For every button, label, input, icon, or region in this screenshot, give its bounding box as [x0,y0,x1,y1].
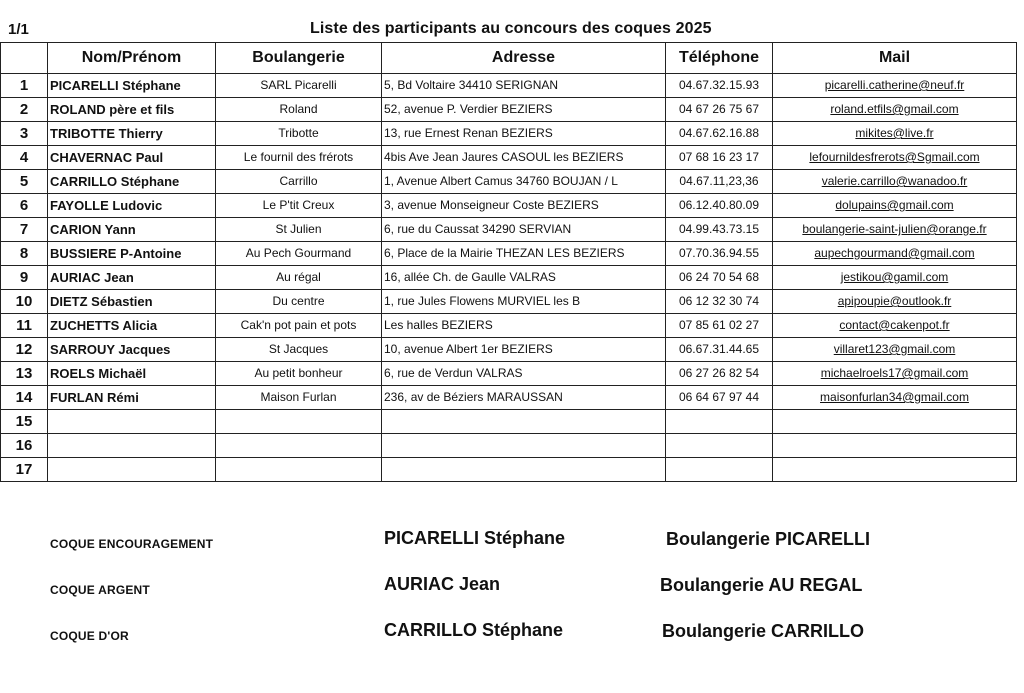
table-row [1,194,1017,218]
phone-cell: 06 24 70 54 68 [666,266,773,290]
row-number: 9 [1,266,48,290]
row-number: 7 [1,218,48,242]
mail-cell: apipoupie@outlook.fr [773,290,1017,314]
phone-cell [666,458,773,482]
table-row [1,362,1017,386]
row-number: 2 [1,98,48,122]
phone-cell: 07.70.36.94.55 [666,242,773,266]
phone-cell: 04.67.62.16.88 [666,122,773,146]
bakery-name: Roland [216,98,382,122]
address-cell: Les halles BEZIERS [382,314,666,338]
participant-name: CHAVERNAC Paul [48,146,216,170]
bakery-name [216,410,382,434]
document-title: Liste des participants au concours des coques 2025 [310,20,712,37]
participant-name [48,410,216,434]
column-header-mail: Mail [773,43,1017,74]
phone-cell: 04.67.11,23,36 [666,170,773,194]
column-header-name: Nom/Prénom [48,43,216,74]
participant-name: ROLAND père et fils [48,98,216,122]
mail-cell: valerie.carrillo@wanadoo.fr [773,170,1017,194]
address-cell [382,458,666,482]
participant-name: FAYOLLE Ludovic [48,194,216,218]
row-number: 5 [1,170,48,194]
mail-cell: lefournildesfrerots@Sgmail.com [773,146,1017,170]
mail-cell: jestikou@gamil.com [773,266,1017,290]
address-cell: 236, av de Béziers MARAUSSAN [382,386,666,410]
phone-cell: 06.67.31.44.65 [666,338,773,362]
mail-cell: contact@cakenpot.fr [773,314,1017,338]
table-row [1,170,1017,194]
address-cell: 16, allée Ch. de Gaulle VALRAS [382,266,666,290]
address-cell: 13, rue Ernest Renan BEZIERS [382,122,666,146]
phone-cell: 06.12.40.80.09 [666,194,773,218]
row-number: 14 [1,386,48,410]
participant-name: ROELS Michaël [48,362,216,386]
participant-name: ZUCHETTS Alicia [48,314,216,338]
row-number: 1 [1,74,48,98]
phone-cell: 06 12 32 30 74 [666,290,773,314]
award-winner-bakery: Boulangerie CARRILLO [662,621,865,641]
participants-table [0,42,1017,482]
column-header-bakery: Boulangerie [216,43,382,74]
row-number: 6 [1,194,48,218]
participant-name: TRIBOTTE Thierry [48,122,216,146]
phone-cell: 07 85 61 02 27 [666,314,773,338]
address-cell [382,434,666,458]
row-number: 13 [1,362,48,386]
table-row [1,98,1017,122]
table-header-row [1,43,1017,74]
bakery-name: Carrillo [216,170,382,194]
address-cell: 52, avenue P. Verdier BEZIERS [382,98,666,122]
row-number: 8 [1,242,48,266]
address-cell: 6, rue du Caussat 34290 SERVIAN [382,218,666,242]
row-number: 10 [1,290,48,314]
participant-name: SARROUY Jacques [48,338,216,362]
table-row [1,122,1017,146]
mail-cell: michaelroels17@gmail.com [773,362,1017,386]
mail-cell [773,434,1017,458]
bakery-name: St Jacques [216,338,382,362]
mail-cell: roland.etfils@gmail.com [773,98,1017,122]
phone-cell: 04.67.32.15.93 [666,74,773,98]
table-row [1,314,1017,338]
participant-name: BUSSIERE P-Antoine [48,242,216,266]
mail-cell: maisonfurlan34@gmail.com [773,386,1017,410]
row-number: 3 [1,122,48,146]
address-cell [382,410,666,434]
table-row [1,218,1017,242]
bakery-name: St Julien [216,218,382,242]
bakery-name: Le P'tit Creux [216,194,382,218]
address-cell: 3, avenue Monseigneur Coste BEZIERS [382,194,666,218]
bakery-name [216,458,382,482]
address-cell: 4bis Ave Jean Jaures CASOUL les BEZIERS [382,146,666,170]
row-number: 16 [1,434,48,458]
award-winner-name: CARRILLO Stéphane [384,620,564,640]
participant-name: AURIAC Jean [48,266,216,290]
participant-name: FURLAN Rémi [48,386,216,410]
address-cell: 10, avenue Albert 1er BEZIERS [382,338,666,362]
bakery-name: SARL Picarelli [216,74,382,98]
row-number: 12 [1,338,48,362]
phone-cell: 07 68 16 23 17 [666,146,773,170]
bakery-name: Maison Furlan [216,386,382,410]
row-number: 17 [1,458,48,482]
table-row [1,242,1017,266]
award-winner-name: PICARELLI Stéphane [384,528,566,548]
row-number: 4 [1,146,48,170]
mail-cell: villaret123@gmail.com [773,338,1017,362]
award-category-label: COQUE ENCOURAGEMENT [50,537,214,551]
mail-cell: picarelli.catherine@neuf.fr [773,74,1017,98]
phone-cell [666,434,773,458]
award-winner-name: AURIAC Jean [384,574,501,594]
phone-cell: 06 27 26 82 54 [666,362,773,386]
column-header-phone: Téléphone [666,43,773,74]
phone-cell [666,410,773,434]
bakery-name: Au Pech Gourmand [216,242,382,266]
mail-cell [773,458,1017,482]
bakery-name [216,434,382,458]
phone-cell: 04.99.43.73.15 [666,218,773,242]
column-header-address: Adresse [382,43,666,74]
row-number: 15 [1,410,48,434]
award-category-label: COQUE ARGENT [50,583,150,597]
table-row [1,266,1017,290]
phone-cell: 06 64 67 97 44 [666,386,773,410]
table-row [1,434,1017,458]
address-cell: 6, rue de Verdun VALRAS [382,362,666,386]
mail-cell: mikites@live.fr [773,122,1017,146]
row-number: 11 [1,314,48,338]
address-cell: 5, Bd Voltaire 34410 SERIGNAN [382,74,666,98]
mail-cell: dolupains@gmail.com [773,194,1017,218]
bakery-name: Au régal [216,266,382,290]
table-row [1,410,1017,434]
bakery-name: Tribotte [216,122,382,146]
table-row [1,338,1017,362]
mail-cell: aupechgourmand@gmail.com [773,242,1017,266]
mail-cell: boulangerie-saint-julien@orange.fr [773,218,1017,242]
award-winner-bakery: Boulangerie PICARELLI [666,529,871,549]
participant-name: CARRILLO Stéphane [48,170,216,194]
bakery-name: Le fournil des frérots [216,146,382,170]
award-category-label: COQUE D'OR [50,629,129,643]
table-row [1,74,1017,98]
participant-name: DIETZ Sébastien [48,290,216,314]
mail-cell [773,410,1017,434]
address-cell: 1, Avenue Albert Camus 34760 BOUJAN / L [382,170,666,194]
award-winner-bakery: Boulangerie AU REGAL [660,575,863,595]
bakery-name: Du centre [216,290,382,314]
participant-name [48,434,216,458]
table-row [1,290,1017,314]
address-cell: 6, Place de la Mairie THEZAN LES BEZIERS [382,242,666,266]
phone-cell: 04 67 26 75 67 [666,98,773,122]
bakery-name: Au petit bonheur [216,362,382,386]
table-row [1,386,1017,410]
page-number: 1/1 [8,21,29,38]
table-row [1,458,1017,482]
column-header-number [1,43,48,74]
participant-name [48,458,216,482]
bakery-name: Cak'n pot pain et pots [216,314,382,338]
participant-name: CARION Yann [48,218,216,242]
participant-name: PICARELLI Stéphane [48,74,216,98]
table-row [1,146,1017,170]
address-cell: 1, rue Jules Flowens MURVIEL les B [382,290,666,314]
